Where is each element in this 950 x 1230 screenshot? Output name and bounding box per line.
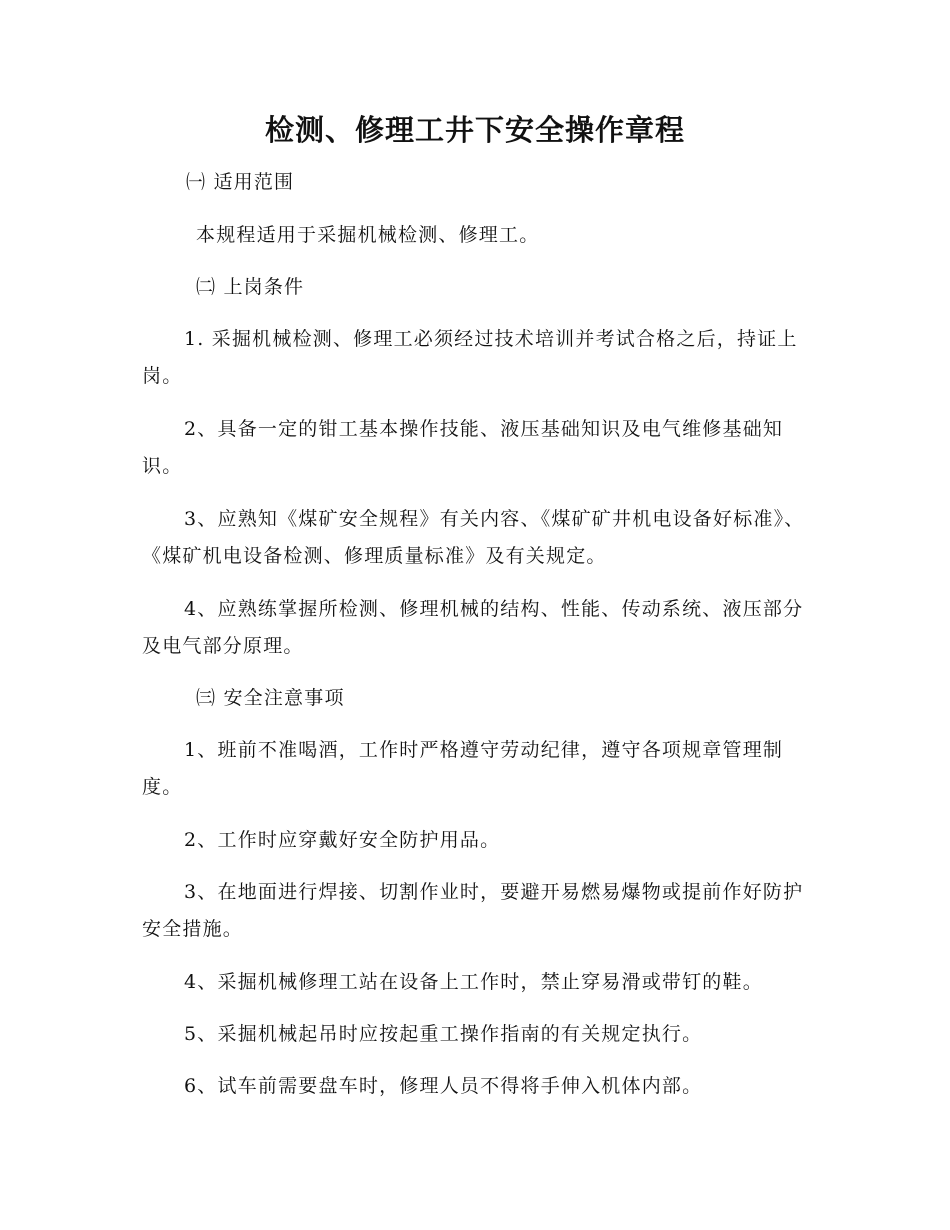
section-heading-safety: ㈢ 安全注意事项	[196, 687, 345, 709]
section-heading-scope: ㈠ 适用范围	[186, 171, 295, 193]
safety-item-2: 2、工作时应穿戴好安全防护用品。	[184, 829, 501, 851]
safety-item-4: 4、采掘机械修理工站在设备上工作时，禁止穿易滑或带钉的鞋。	[184, 971, 763, 993]
safety-item-6: 6、试车前需要盘车时，修理人员不得将手伸入机体内部。	[184, 1075, 703, 1097]
safety-item-5: 5、采掘机械起吊时应按起重工操作指南的有关规定执行。	[184, 1023, 703, 1045]
safety-item-3: 3、在地面进行焊接、切割作业时，要避开易燃易爆物或提前作好防护安全措施。	[142, 881, 804, 940]
requirement-item-1: 1. 采掘机械检测、修理工必须经过技术培训并考试合格之后，持证上岗。	[142, 328, 798, 387]
requirement-item-2: 2、具备一定的钳工基本操作技能、液压基础知识及电气维修基础知识。	[142, 418, 784, 477]
safety-item-1: 1、班前不准喝酒，工作时严格遵守劳动纪律，遵守各项规章管理制度。	[142, 739, 784, 798]
scope-paragraph: 本规程适用于采掘机械检测、修理工。	[196, 224, 540, 246]
requirement-item-4: 4、应熟练掌握所检测、修理机械的结构、性能、传动系统、液压部分及电气部分原理。	[142, 598, 804, 657]
page-title: 检测、修理工井下安全操作章程	[264, 113, 685, 147]
section-heading-requirements: ㈡ 上岗条件	[196, 276, 305, 298]
requirement-item-3: 3、应熟知《煤矿安全规程》有关内容、《煤矿矿井机电设备好标准》、《煤矿机电设备检测、修理质量标准》及有关规定。	[142, 508, 805, 567]
